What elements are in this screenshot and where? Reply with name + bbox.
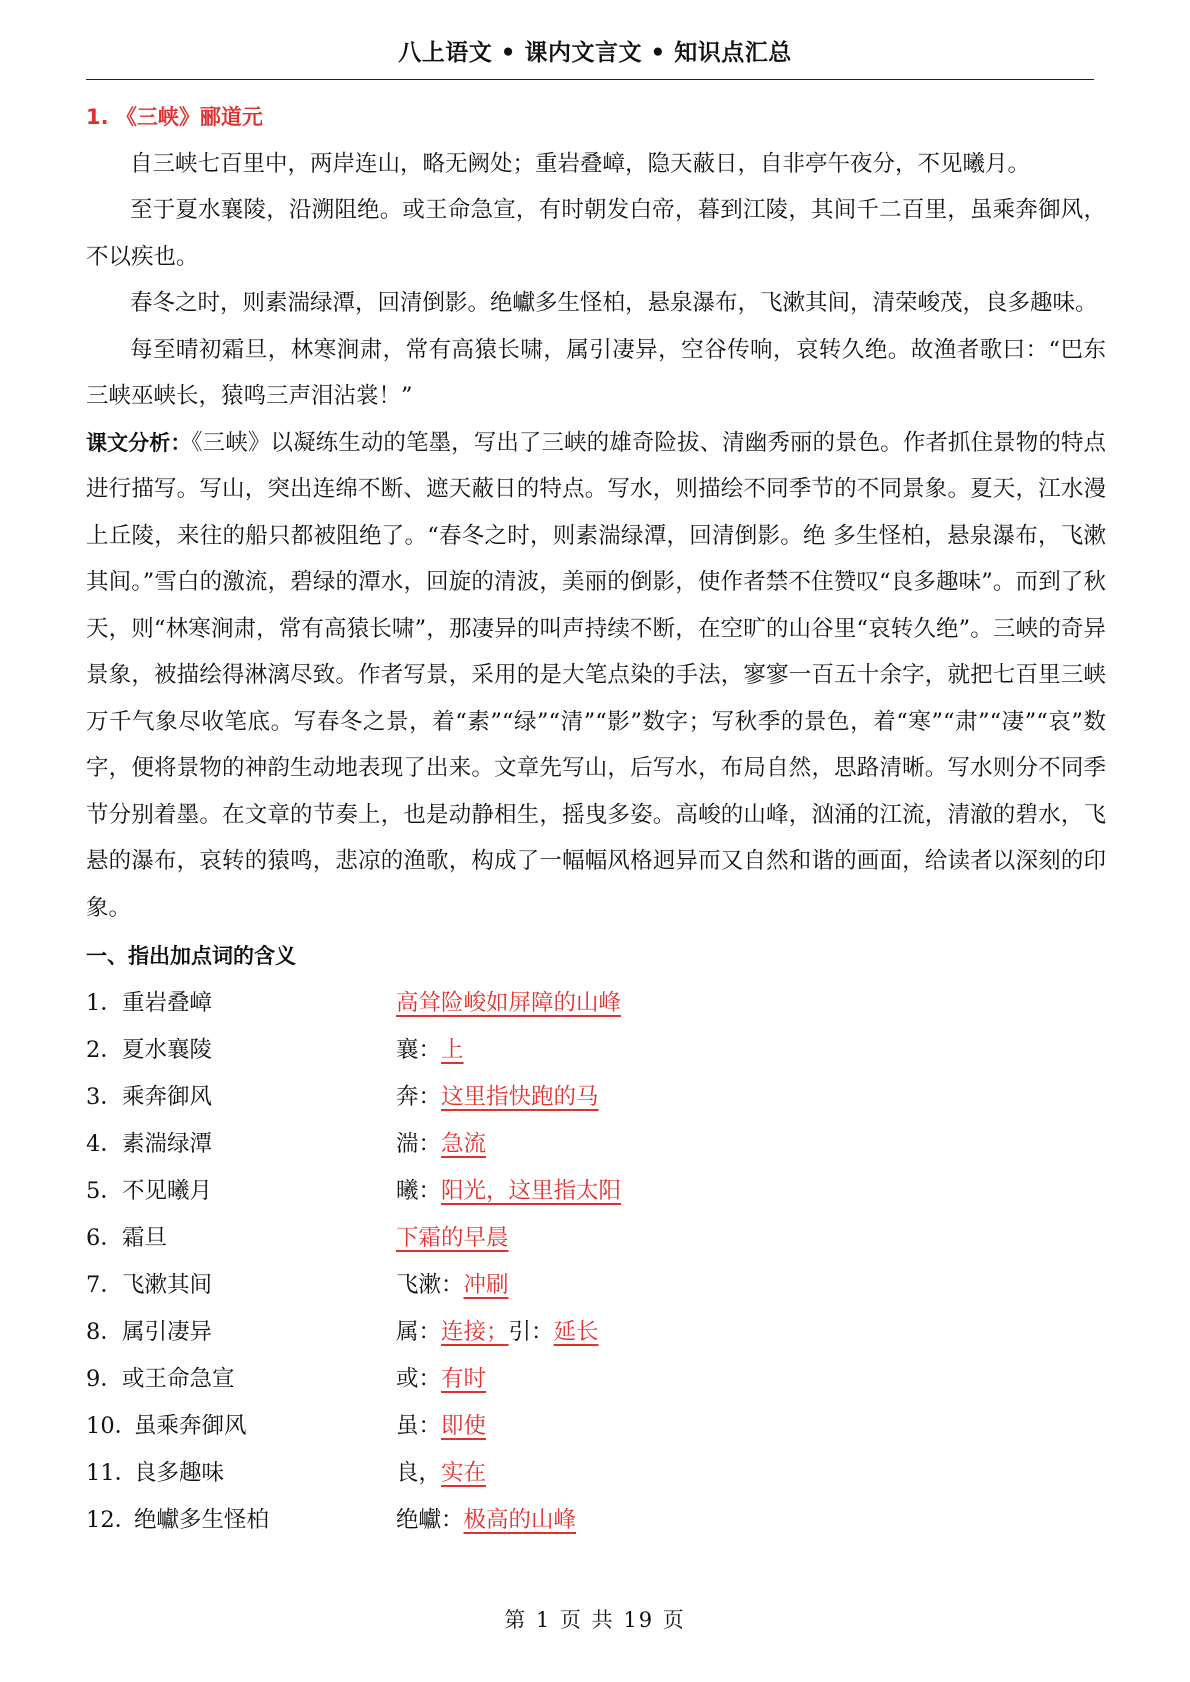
answer-text: 延长 [553,1318,599,1345]
answer-text: 实在 [441,1459,487,1486]
vocab-item-phrase: 属引凄异 [122,1318,213,1345]
answer-text: 连接； [441,1318,509,1345]
text-paragraph-2: 至于夏水襄陵，沿溯阻绝。或王命急宣，有时朝发白帝，暮到江陵，其间千二百里，虽乘奔御风，不以疾也。 [86,197,1106,270]
vocab-item-phrase: 绝巘多生怪柏 [134,1506,270,1533]
vocab-item-phrase: 不见曦月 [122,1177,213,1204]
vocab-item-definition [396,1497,576,1544]
vocab-item [86,1121,1106,1168]
vocab-item-phrase: 良多趣味 [134,1459,225,1486]
term-label: 属： [396,1318,442,1345]
vocab-item-number: 1． [86,989,123,1016]
answer-text: 高耸险峻如屏障的山峰 [396,989,622,1016]
vocab-item-number: 7． [86,1271,123,1298]
vocab-item-number: 8． [86,1318,123,1345]
answer-text: 有时 [441,1365,487,1392]
vocab-item [86,1168,1106,1215]
term-label: 曦： [396,1177,442,1204]
vocab-item-definition [396,1356,486,1403]
vocab-item [86,1262,1106,1309]
vocab-list [86,980,1106,1544]
vocab-item [86,1497,1106,1544]
answer-text: 这里指快跑的马 [441,1083,599,1110]
vocab-item [86,980,1106,1027]
answer-text: 阳光，这里指太阳 [441,1177,622,1204]
page-footer: 第 1 页 共 19 页 [504,1608,686,1632]
vocab-item-definition [396,980,621,1027]
term-label: 飞漱： [396,1271,464,1298]
vocab-item [86,1450,1106,1497]
vocab-item [86,1027,1106,1074]
answer-text: 上 [441,1036,464,1063]
vocab-item [86,1309,1106,1356]
vocab-item-definition [396,1215,509,1262]
document-body [86,94,1106,1544]
vocab-item-number: 2． [86,1036,123,1063]
vocab-item-number: 5． [86,1177,123,1204]
header-divider [86,79,1094,80]
vocab-item-definition [396,1309,599,1356]
vocab-item-definition [396,1121,486,1168]
vocab-item-number: 12． [86,1506,138,1533]
text-paragraph-3: 春冬之时，则素湍绿潭，回清倒影。绝巘多生怪柏，悬泉瀑布，飞漱其间，清荣峻茂，良多趣味。 [130,290,1098,316]
vocab-item-definition [396,1168,621,1215]
answer-text: 急流 [441,1130,487,1157]
term-label: 奔： [396,1083,442,1110]
term-label: 虽： [396,1412,442,1439]
vocab-item [86,1403,1106,1450]
term-label: 或： [396,1365,442,1392]
vocab-item-phrase: 霜旦 [122,1224,168,1251]
vocab-item-number: 11． [86,1459,138,1486]
page-header-title: 八上语文 • 课内文言文 • 知识点汇总 [398,40,792,66]
vocab-item-definition [396,1074,599,1121]
vocab-item [86,1215,1106,1262]
vocab-item-number: 4． [86,1130,123,1157]
vocab-item-definition [396,1027,464,1074]
vocab-item-phrase: 飞漱其间 [122,1271,213,1298]
term-label: 引： [508,1318,554,1345]
vocab-item-phrase: 或王命急宣 [122,1365,235,1392]
term-label: 良， [396,1459,442,1486]
vocab-item-number: 6． [86,1224,123,1251]
vocab-item-phrase: 素湍绿潭 [122,1130,213,1157]
vocab-item-phrase: 乘奔御风 [122,1083,213,1110]
answer-text: 即使 [441,1412,487,1439]
term-label: 湍： [396,1130,442,1157]
vocab-item-definition [396,1262,509,1309]
answer-text: 冲刷 [463,1271,509,1298]
text-paragraph-1: 自三峡七百里中，两岸连山，略无阙处；重岩叠嶂，隐天蔽日，自非亭午夜分，不见曦月。 [130,150,1031,177]
answer-text: 极高的山峰 [463,1506,577,1533]
term-label: 绝巘： [396,1506,464,1533]
vocab-item-phrase: 夏水襄陵 [122,1036,213,1063]
vocab-item [86,1074,1106,1121]
vocab-item-number: 10． [86,1412,138,1439]
term-label: 襄： [396,1036,442,1063]
vocab-item-definition [396,1403,486,1450]
vocab-item-number: 9． [86,1365,123,1392]
text-paragraph-4: 每至晴初霜旦，林寒涧肃，常有高猿长啸，属引凄异，空谷传响，哀转久绝。故渔者歌曰：“巴东三峡巫峡长，猿鸣三声泪沾裳！” [86,336,1106,409]
vocab-item [86,1356,1106,1403]
vocab-item-definition [396,1450,486,1497]
vocab-item-phrase: 重岩叠嶂 [122,989,213,1016]
vocab-item-phrase: 虽乘奔御风 [134,1412,247,1439]
section-title: 1. 《三峡》郦道元 [86,105,263,129]
part-one-title: 一、指出加点词的含义 [86,944,296,968]
vocab-item-number: 3． [86,1083,123,1110]
analysis-label: 课文分析： [86,430,192,455]
answer-text: 下霜的早晨 [396,1224,509,1251]
analysis-paragraph [86,420,1106,932]
analysis-text: 《三峡》以凝练生动的笔墨，写出了三峡的雄奇险拔、清幽秀丽的景色。作者抓住景物的特点进行描写。写山，突出连绵不断、遮天蔽日的特点。写水，则描绘不同季节的不同景象。夏天，江水漫上丘陵，来往的船只都被阻绝了。“春冬之时，则素湍绿潭，回清倒影。绝 多生怪柏，悬泉瀑布，飞漱其间。”雪白的激流，碧绿的潭水，回旋的清波，美丽的倒影，使作者禁不住赞叹“良多趣味”。而到了秋天，则“林寒涧肃，常有高猿长啸”，那凄异的叫声持续不断，在空旷的山谷里“哀转久绝”。三峡的奇异景象，被描绘得淋漓尽致。作者写景，采用的是大笔点染的手法，寥寥一百五十余字，就把七百里三峡万千气象尽收笔底。写春冬之景，着“素”“绿”“清”“影”数字；写秋季的景色，着“寒”“肃”“凄”“哀”数字，便将景物的神韵生动地表现了出来。文章先写山，后写水，布局自然，思路清晰。写水则分不同季节分别着墨。在文章的节奏上，也是动静相生，摇曳多姿。高峻的山峰，汹涌的江流，清澈的碧水，飞悬的瀑布，哀转的猿鸣，悲凉的渔歌，构成了一幅幅风格迥异而又自然和谐的画面，给读者以深刻的印象。 [86,429,1106,921]
